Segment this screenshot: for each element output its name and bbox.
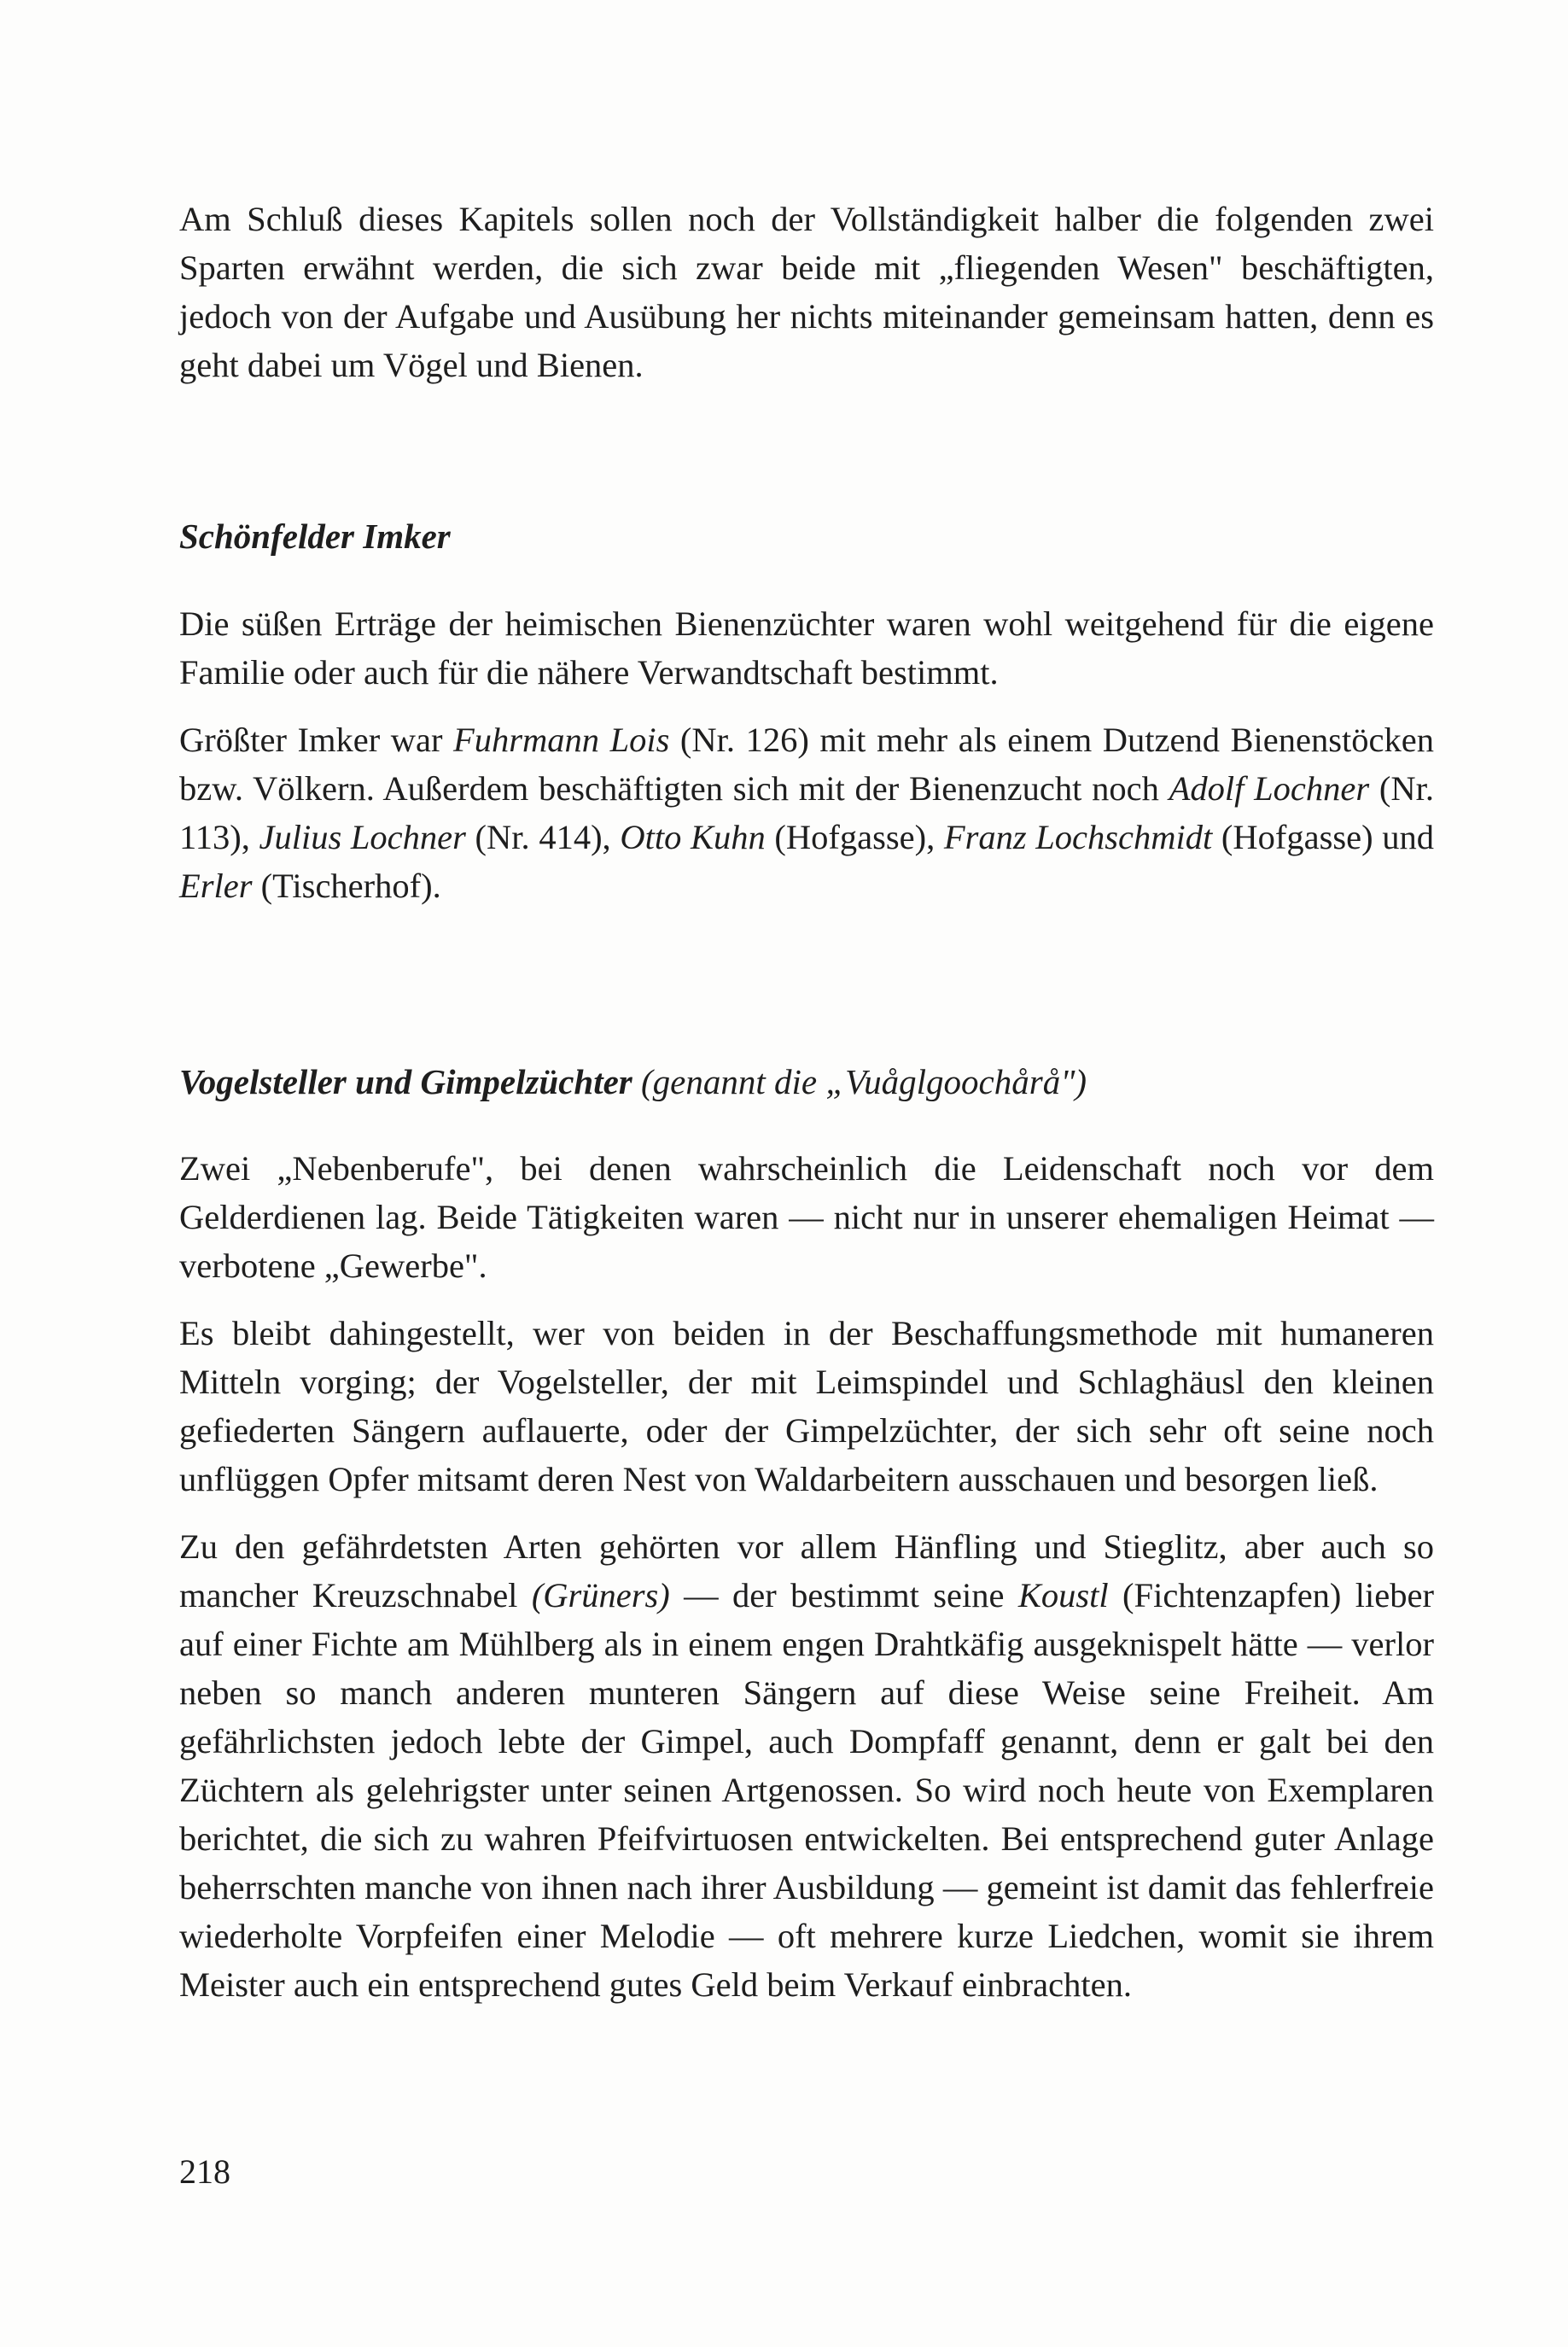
- imker-text: Größter Imker war: [179, 721, 454, 759]
- vogel-text: (Fichtenzapfen) lieber auf einer Fichte am Mühlberg als in einem engen Drahtkäfig ausgeknispelt hätte — verlor neben so manch anderen munteren Sängern auf diese Weise seine Freiheit. Am gefährlichsten jedoch lebte der Gimpel, auch Dompfaff genannt, denn er galt bei den Züchtern als gelehrigster unter seinen Artgenossen. So wird noch heute von Exemplaren berichtet, die sich zu wahren Pfeifvirtuosen entwickelten. Bei entsprechend guter Anlage beherrschten manche von ihnen nach ihrer Ausbildung — gemeint ist damit das fehlerfreie wiederholte Vorpfeifen einer Melodie — oft mehrere kurze Liedchen, womit sie ihrem Meister auch ein entsprechend gutes Geld beim Verkauf einbrachten.: [179, 1576, 1434, 2004]
- intro-block: [179, 195, 1434, 389]
- vogel-text: Zu den gefährdetsten Arten gehörten vor allem Hänfling und Stieglitz, aber auch so mancher Kreuzschnabel: [179, 1527, 1434, 1614]
- heading-imker-text: Schönfelder Imker: [179, 517, 451, 556]
- heading-vogel-subtitle: (genannt die „Vuåglgoochårå"): [641, 1062, 1087, 1101]
- intro-paragraph: Am Schluß dieses Kapitels sollen noch der Vollständigkeit halber die folgenden zwei Sparten erwähnt werden, die sich zwar beide mit „fliegenden Wesen" beschäftigten, jedoch von der Aufgabe und Ausübung her nichts miteinander gemeinsam hatten, denn es geht dabei um Vögel und Bienen.: [179, 200, 1434, 384]
- dialect-term: (Grüners): [531, 1576, 670, 1614]
- beekeeper-name: Otto Kuhn: [620, 818, 766, 856]
- imker-paragraph-1: Die süßen Erträge der heimischen Bienenzüchter waren wohl weitgehend für die eigene Familie oder auch für die nähere Verwandtschaft bestimmt.: [179, 604, 1434, 692]
- imker-text: (Hofgasse),: [765, 818, 944, 856]
- imker-paragraph-2: [179, 715, 1434, 910]
- imker-text: (Nr. 126) mit mehr als einem Dutzend Bienenstöcken bzw. Völkern. Außerdem beschäftigten sich mit der Bienenzucht noch: [179, 721, 1434, 808]
- dialect-term: Koustl: [1017, 1576, 1109, 1614]
- heading-vogel-text: Vogelsteller und Gimpelzüchter: [179, 1062, 632, 1101]
- beekeeper-name: Erler: [179, 867, 253, 905]
- vogel-text: — der bestimmt seine: [669, 1576, 1018, 1614]
- beekeeper-name: Franz Lochschmidt: [943, 818, 1213, 856]
- vogel-paragraph-2: Es bleibt dahingestellt, wer von beiden in der Beschaffungsmethode mit humaneren Mitteln vorging; der Vogelsteller, der mit Leimspindel und Schlaghäusl den kleinen gefiederten Sängern auflauerte, oder der Gimpelzüchter, der sich sehr oft seine noch unflüggen Opfer mitsamt deren Nest von Waldarbeitern ausschauen und besorgen ließ.: [179, 1314, 1434, 1498]
- beekeeper-name: Adolf Lochner: [1169, 769, 1370, 808]
- heading-imker: [179, 516, 451, 557]
- vogel-block: [179, 1144, 1434, 2009]
- imker-block: [179, 599, 1434, 910]
- heading-vogel: [179, 1061, 1087, 1102]
- beekeeper-name: Julius Lochner: [259, 818, 466, 856]
- imker-text: (Nr. 414),: [465, 818, 621, 856]
- imker-text: (Nr. 113),: [179, 769, 1434, 856]
- imker-text: (Tischerhof).: [252, 867, 441, 905]
- beekeeper-name: Fuhrmann Lois: [453, 721, 670, 759]
- vogel-paragraph-1: Zwei „Nebenberufe", bei denen wahrscheinlich die Leidenschaft noch vor dem Gelderdienen lag. Beide Tätigkeiten waren — nicht nur in unserer ehemaligen Heimat — verbotene „Gewerbe".: [179, 1149, 1434, 1285]
- vogel-paragraph-3: [179, 1522, 1434, 2009]
- page-number: 218: [179, 2152, 230, 2191]
- imker-text: (Hofgasse) und: [1212, 818, 1435, 856]
